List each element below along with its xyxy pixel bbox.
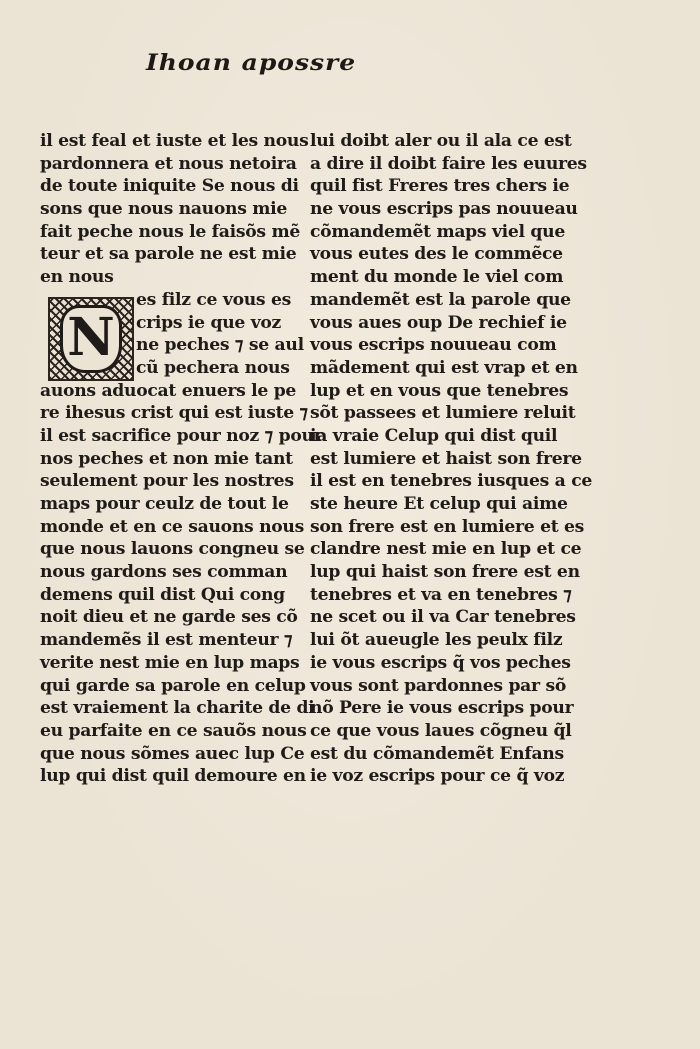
text-line: est vraiement la charite de di (40, 698, 315, 719)
text-line: cõmandemẽt maps viel que (310, 221, 565, 242)
text-line: que nous lauons congneu se (40, 539, 305, 560)
text-line: de toute iniquite Se nous di (40, 176, 299, 197)
text-line: cũ pechera nous (136, 357, 290, 378)
text-line: lui õt aueugle les peulx filz (310, 630, 563, 651)
text-line: il est en tenebres iusques a ce (310, 471, 592, 492)
text-line: vous sont pardonnes par sõ (310, 675, 566, 696)
text-line: nos peches et non mie tant (40, 448, 293, 469)
text-line: est lumiere et haist son frere (310, 448, 582, 469)
text-line: a dire il doibt faire les euures (310, 153, 587, 174)
text-line: clandre nest mie en lup et ce (310, 539, 582, 560)
text-line: mandemẽs il est menteur ⁊ (40, 630, 293, 651)
text-line: re ihesus crist qui est iuste ⁊ (40, 403, 308, 424)
text-line: sõt passees et lumiere reluit (310, 403, 576, 424)
text-line: quil fist Freres tres chers ie (310, 176, 570, 197)
text-line: ie voz escrips pour ce q̃ voz (310, 766, 565, 787)
text-line: demens quil dist Qui cong (40, 584, 285, 605)
text-line: vous escrips nouueau com (310, 335, 557, 356)
text-line: ne scet ou il va Car tenebres (310, 607, 576, 628)
text-line: il est sacrifice pour noz ⁊ pour (40, 425, 323, 446)
text-line: ment du monde le viel com (310, 267, 564, 288)
text-line: lup et en vous que tenebres (310, 380, 569, 401)
text-line: est du cõmandemẽt Enfans (310, 743, 564, 764)
text-line: verite nest mie en lup maps (40, 652, 300, 673)
text-line: lui doibt aler ou il ala ce est (310, 131, 572, 151)
text-line: maps pour ceulz de tout le (40, 494, 289, 514)
text-line: noit dieu et ne garde ses cõ (40, 607, 298, 628)
text-line: eu parfaite en ce sauõs nous (40, 720, 307, 741)
text-line: nõ Pere ie vous escrips pour (310, 698, 574, 719)
text-line: pardonnera et nous netoira (40, 153, 297, 174)
text-line: auons aduocat enuers le pe (40, 380, 297, 401)
text-line: qui garde sa parole en celup (40, 675, 306, 696)
text-line: mandemẽt est la parole que (310, 289, 571, 310)
text-line: crips ie que voz (136, 312, 282, 333)
text-line: ie vous escrips q̃ vos peches (310, 652, 571, 673)
right-column (310, 130, 592, 788)
left-column (40, 130, 323, 788)
text-line: vous aues oup De rechief ie (310, 312, 567, 333)
text-line: son frere est en lumiere et es (310, 516, 585, 537)
text-line: monde et en ce sauons nous (40, 516, 305, 537)
text-line: tenebres et va en tenebres ⁊ (310, 584, 572, 605)
text-line: il est feal et iuste et les nous (40, 131, 309, 151)
text-line: seulement pour les nostres (40, 471, 294, 492)
text-line: ia vraie Celup qui dist quil (310, 425, 558, 446)
text-line: ne vous escrips pas nouueau (310, 199, 578, 220)
text-line: teur et sa parole ne est mie (40, 244, 297, 265)
text-line: nous gardons ses comman (40, 562, 288, 583)
initial-letter: N (60, 305, 122, 373)
text-line: ne peches ⁊ se aul (136, 335, 304, 356)
text-line: ste heure Et celup qui aime (310, 494, 568, 514)
text-line: lup qui dist quil demoure en (40, 766, 306, 787)
text-line: que nous sõmes auec lup Ce (40, 743, 305, 764)
text-line: fait peche nous le faisõs mẽ (40, 221, 300, 242)
text-line: sons que nous nauons mie (40, 199, 288, 220)
text-line: ce que vous laues cõgneu q̃l (310, 720, 572, 741)
text-line: es filz ce vous es (136, 289, 291, 310)
text-line: mãdement qui est vrap et en (310, 357, 578, 378)
text-line: vous eutes des le commẽce (310, 244, 563, 265)
text-line: lup qui haist son frere est en (310, 562, 580, 583)
running-head: Ihoan apossre (146, 49, 357, 76)
text-line: en nous (40, 267, 114, 288)
